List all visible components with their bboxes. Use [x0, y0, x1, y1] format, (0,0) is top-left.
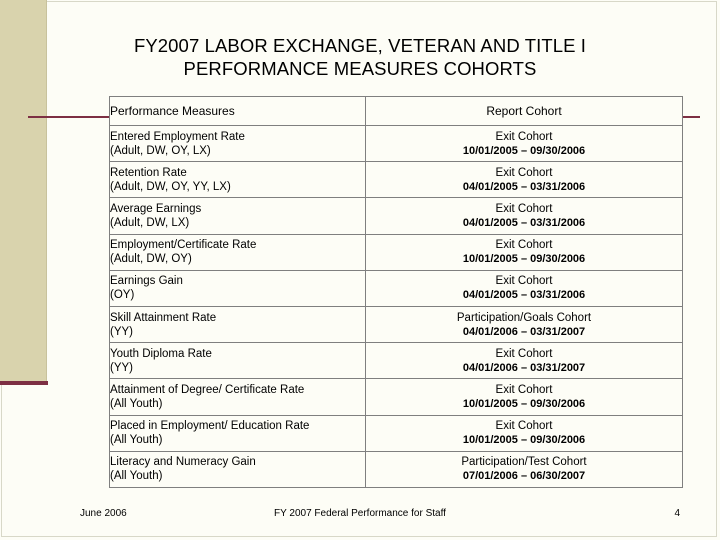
cohort-name: Exit Cohort — [495, 239, 553, 252]
cohort-dates: 04/01/2005 – 03/31/2006 — [462, 289, 586, 302]
cohort-cell — [366, 451, 683, 487]
cohort-dates: 04/01/2006 – 03/31/2007 — [462, 361, 586, 374]
cohort-name: Exit Cohort — [495, 202, 553, 215]
slide-title-line-2: PERFORMANCE MEASURES COHORTS — [183, 58, 537, 79]
measure-populations: (OY) — [110, 289, 135, 302]
table-row — [110, 379, 683, 415]
measure-name: Employment/Certificate Rate — [110, 239, 257, 252]
measure-cell — [110, 198, 366, 234]
table-row — [110, 451, 683, 487]
slide-title-line-1: FY2007 LABOR EXCHANGE, VETERAN AND TITLE I — [133, 35, 587, 56]
measure-populations: (All Youth) — [110, 434, 163, 447]
performance-measures-table — [109, 96, 683, 488]
table-row — [110, 343, 683, 379]
cohort-dates: 10/01/2005 – 09/30/2006 — [462, 397, 586, 410]
measure-populations: (Adult, DW, OY, YY, LX) — [110, 180, 231, 193]
measure-name: Entered Employment Rate — [110, 130, 245, 143]
left-accent-bar — [0, 0, 47, 382]
cohort-dates: 07/01/2006 – 06/30/2007 — [462, 470, 586, 483]
footer-date: June 2006 — [80, 508, 127, 519]
cohort-name: Exit Cohort — [495, 166, 553, 179]
cohort-cell — [366, 343, 683, 379]
cohort-cell — [366, 162, 683, 198]
cohort-dates: 10/01/2005 – 09/30/2006 — [462, 144, 586, 157]
header-report-cohort: Report Cohort — [366, 97, 683, 126]
cohort-cell — [366, 415, 683, 451]
measure-name: Attainment of Degree/ Certificate Rate — [110, 383, 305, 396]
cohort-name: Participation/Test Cohort — [461, 456, 587, 469]
table-row — [110, 234, 683, 270]
measure-cell — [110, 343, 366, 379]
measure-populations: (All Youth) — [110, 470, 163, 483]
measure-populations: (Adult, DW, LX) — [110, 216, 190, 229]
cohort-cell — [366, 126, 683, 162]
cohort-dates: 10/01/2005 – 09/30/2006 — [462, 434, 586, 447]
footer-title: FY 2007 Federal Performance for Staff — [274, 508, 446, 519]
slide-title — [60, 34, 660, 80]
measure-cell — [110, 126, 366, 162]
cohort-dates: 04/01/2006 – 03/31/2007 — [462, 325, 586, 338]
measure-cell — [110, 270, 366, 306]
measure-cell — [110, 234, 366, 270]
left-accent-bar-edge — [0, 381, 48, 385]
header-performance-measures: Performance Measures — [110, 97, 366, 126]
cohort-cell — [366, 198, 683, 234]
table-row — [110, 162, 683, 198]
measure-name: Earnings Gain — [110, 275, 183, 288]
cohort-name: Exit Cohort — [495, 420, 553, 433]
cohort-dates: 04/01/2005 – 03/31/2006 — [462, 216, 586, 229]
cohort-name: Exit Cohort — [495, 275, 553, 288]
table-row — [110, 415, 683, 451]
cohort-cell — [366, 270, 683, 306]
table-row — [110, 270, 683, 306]
measure-populations: (YY) — [110, 325, 133, 338]
measure-name: Average Earnings — [110, 202, 202, 215]
cohort-cell — [366, 234, 683, 270]
cohort-name: Exit Cohort — [495, 130, 553, 143]
measure-name: Youth Diploma Rate — [110, 347, 212, 360]
cohort-name: Exit Cohort — [495, 347, 553, 360]
measure-populations: (All Youth) — [110, 397, 163, 410]
cohort-dates: 10/01/2005 – 09/30/2006 — [462, 253, 586, 266]
measure-cell — [110, 451, 366, 487]
table-body — [110, 126, 683, 488]
cohort-name: Participation/Goals Cohort — [456, 311, 592, 324]
measure-populations: (Adult, DW, OY, LX) — [110, 144, 211, 157]
table-header-row — [110, 97, 683, 126]
table-row — [110, 306, 683, 342]
measure-name: Placed in Employment/ Education Rate — [110, 420, 310, 433]
page-number: 4 — [674, 508, 680, 519]
measure-cell — [110, 306, 366, 342]
measure-name: Skill Attainment Rate — [110, 311, 217, 324]
measure-cell — [110, 162, 366, 198]
table-row — [110, 126, 683, 162]
measure-populations: (Adult, DW, OY) — [110, 253, 192, 266]
cohort-dates: 04/01/2005 – 03/31/2006 — [462, 180, 586, 193]
measure-populations: (YY) — [110, 361, 133, 374]
cohort-name: Exit Cohort — [495, 383, 553, 396]
cohort-cell — [366, 306, 683, 342]
measure-name: Retention Rate — [110, 166, 187, 179]
measure-cell — [110, 379, 366, 415]
table-row — [110, 198, 683, 234]
cohort-cell — [366, 379, 683, 415]
measure-cell — [110, 415, 366, 451]
measure-name: Literacy and Numeracy Gain — [110, 456, 256, 469]
